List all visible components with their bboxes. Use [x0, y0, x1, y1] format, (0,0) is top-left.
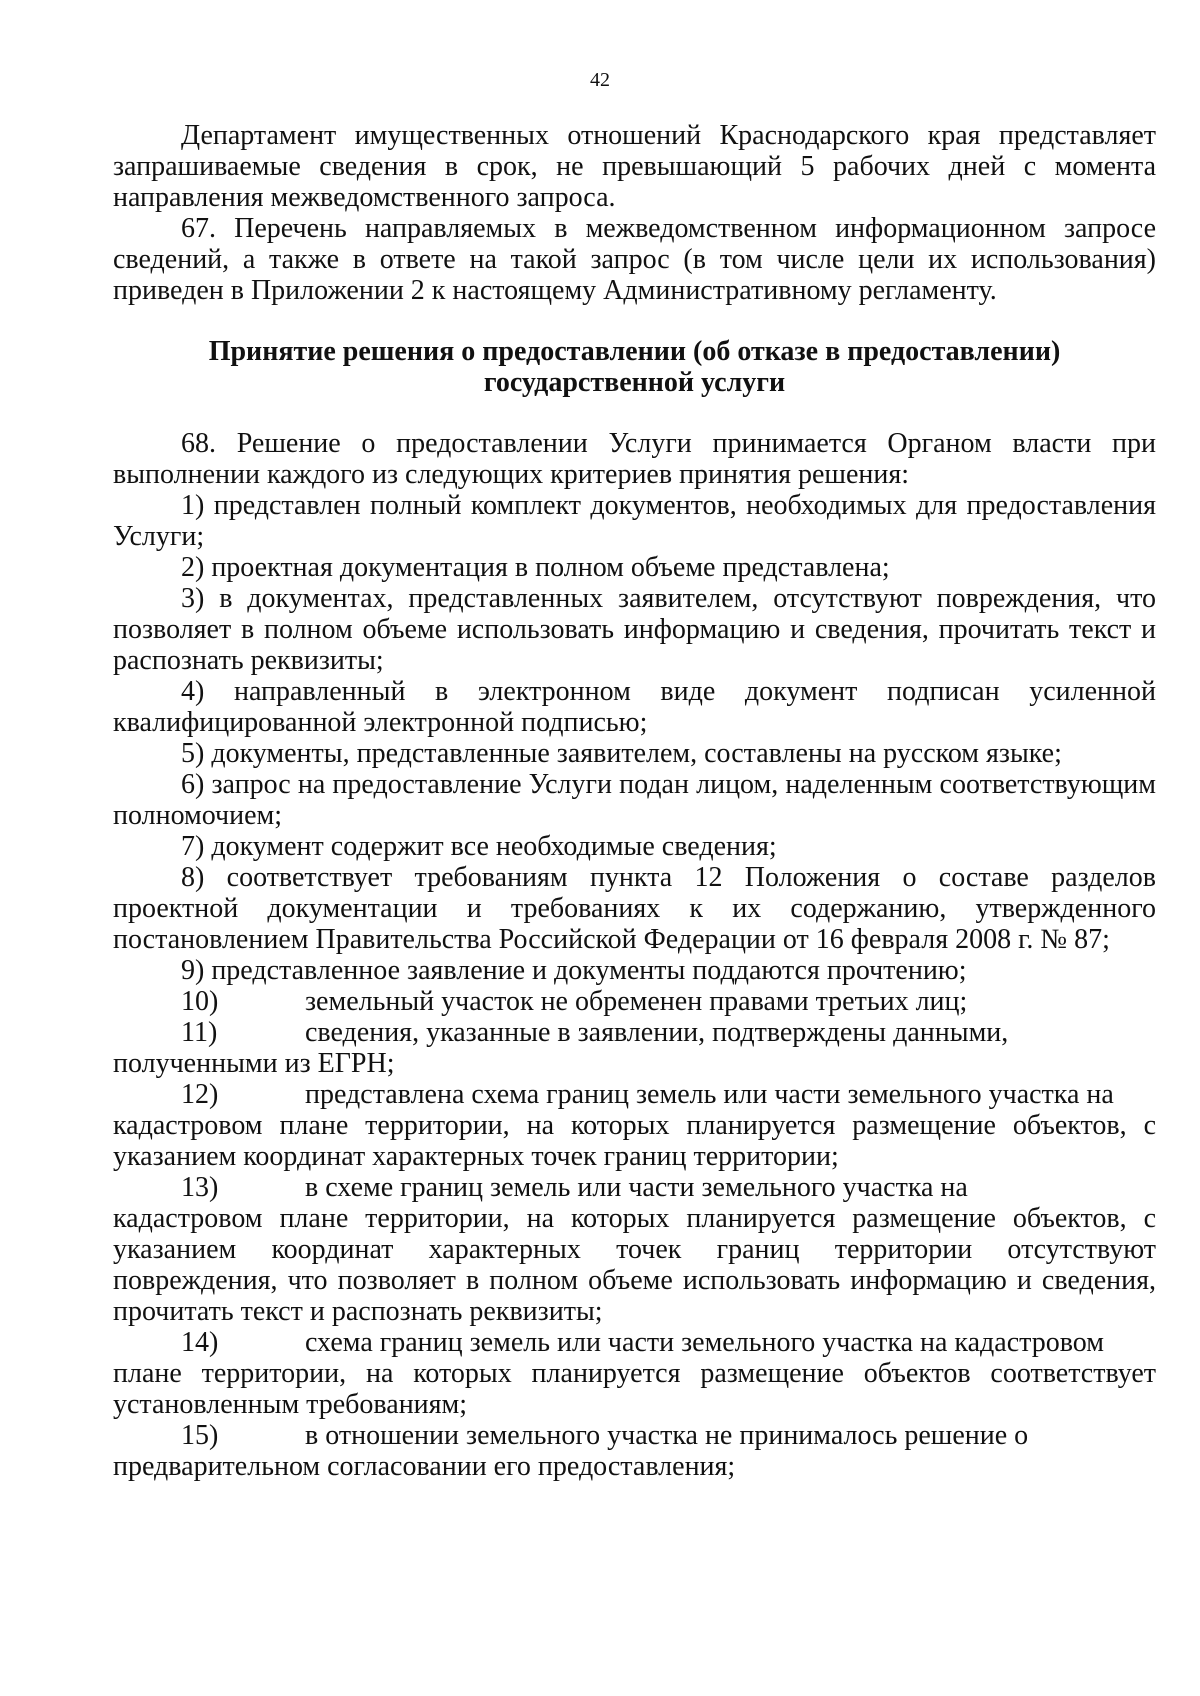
- list-item-continuation: кадастровом плане территории, на которых планируется размещение объектов, с указанием координат характерных точек границ территории;: [113, 1110, 1156, 1172]
- document-body: [113, 120, 1156, 1482]
- list-item-text: сведения, указанные в заявлении, подтверждены данными,: [305, 1017, 1009, 1048]
- paragraph-dept-response: Департамент имущественных отношений Краснодарского края представляет запрашиваемые сведения в срок, не превышающий 5 рабочих дней с момента направления межведомственного запроса.: [113, 120, 1156, 213]
- list-item-text: земельный участок не обременен правами третьих лиц;: [305, 986, 968, 1017]
- list-item-text: схема границ земель или части земельного участка на кадастровом: [305, 1327, 1104, 1358]
- list-item: 8) соответствует требованиям пункта 12 Положения о составе разделов проектной документации и требованиях к их содержанию, утвержденного постановлением Правительства Российской Федерации от 16 февраля 2008 г. № 87;: [113, 862, 1156, 955]
- list-item: [113, 1327, 1156, 1420]
- list-item-number: 10): [181, 986, 219, 1017]
- list-item-continuation: полученными из ЕГРН;: [113, 1048, 395, 1079]
- section-heading-line-1: Принятие решения о предоставлении (об отказе в предоставлении): [208, 336, 1061, 367]
- list-item: 5) документы, представленные заявителем, составлены на русском языке;: [181, 738, 1062, 769]
- list-item-continuation: плане территории, на которых планируется размещение объектов соответствует установленным требованиям;: [113, 1358, 1156, 1420]
- list-item: [113, 1017, 1156, 1079]
- list-item-text: в схеме границ земель или части земельного участка на: [305, 1172, 968, 1203]
- list-item: [113, 1172, 1156, 1327]
- list-item-number: 12): [181, 1079, 219, 1110]
- section-heading-line-2: государственной услуги: [483, 367, 786, 398]
- list-item: [113, 986, 1156, 1017]
- list-item-text: в отношении земельного участка не принималось решение о: [305, 1420, 1029, 1451]
- list-item: 3) в документах, представленных заявителем, отсутствуют повреждения, что позволяет в полном объеме использовать информацию и сведения, прочитать текст и распознать реквизиты;: [113, 583, 1156, 676]
- paragraph-68: 68. Решение о предоставлении Услуги принимается Органом власти при выполнении каждого из следующих критериев принятия решения:: [113, 428, 1156, 490]
- page-number: 42: [590, 69, 610, 91]
- list-item-continuation: кадастровом плане территории, на которых планируется размещение объектов, с указанием координат характерных точек границ территории отсутствуют повреждения, что позволяет в полном объеме использовать информацию и сведения, прочитать текст и распознать реквизиты;: [113, 1203, 1156, 1327]
- section-heading: [113, 336, 1156, 398]
- paragraph-67: 67. Перечень направляемых в межведомственном информационном запросе сведений, а также в ответе на такой запрос (в том числе цели их использования) приведен в Приложении 2 к настоящему Административному регламенту.: [113, 213, 1156, 306]
- list-item-number: 11): [181, 1017, 218, 1048]
- list-item: 1) представлен полный комплект документов, необходимых для предоставления Услуги;: [113, 490, 1156, 552]
- list-item: 2) проектная документация в полном объеме представлена;: [181, 552, 890, 583]
- list-item: 7) документ содержит все необходимые сведения;: [181, 831, 777, 862]
- list-item: 6) запрос на предоставление Услуги подан лицом, наделенным соответствующим полномочием;: [113, 769, 1156, 831]
- list-item-number: 15): [181, 1420, 219, 1451]
- list-item: 9) представленное заявление и документы поддаются прочтению;: [181, 955, 967, 986]
- list-item-number: 13): [181, 1172, 219, 1203]
- list-item-text: представлена схема границ земель или части земельного участка на: [305, 1079, 1114, 1110]
- list-item: [113, 1079, 1156, 1172]
- list-item: [113, 1420, 1156, 1482]
- list-item: 4) направленный в электронном виде документ подписан усиленной квалифицированной электронной подписью;: [113, 676, 1156, 738]
- list-item-continuation: предварительном согласовании его предоставления;: [113, 1451, 736, 1482]
- list-item-number: 14): [181, 1327, 219, 1358]
